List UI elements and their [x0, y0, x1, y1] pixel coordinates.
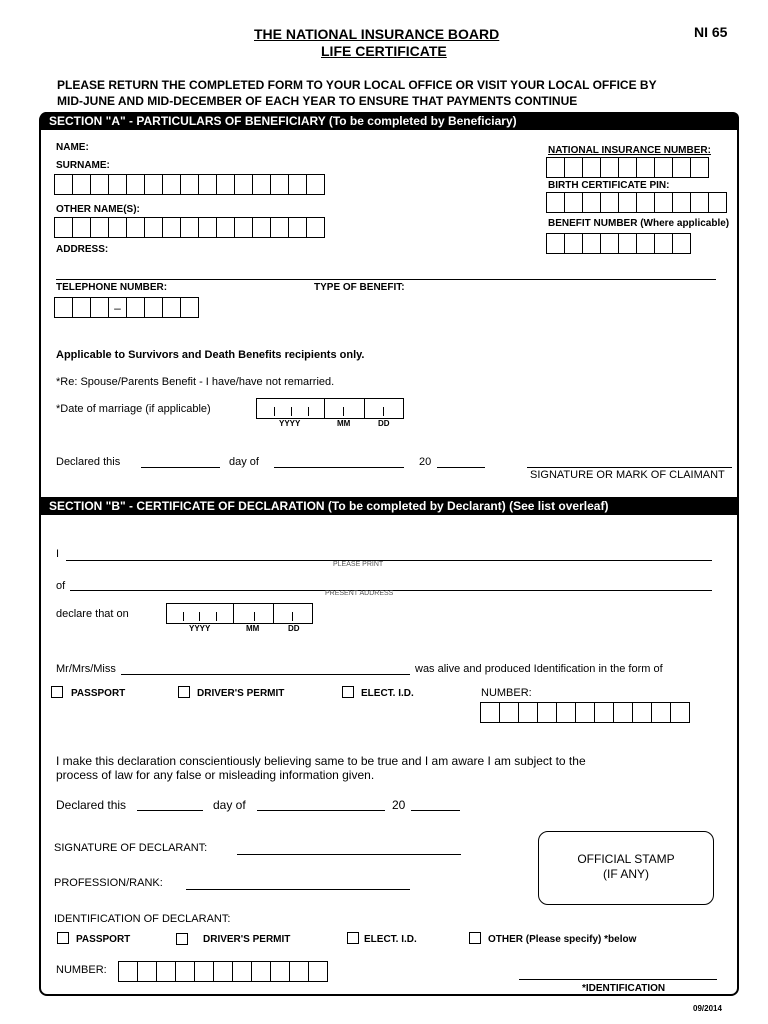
other-names-boxes[interactable] [54, 217, 325, 238]
declarant-number-label: NUMBER: [56, 964, 107, 976]
marriage-yyyy: YYYY [279, 419, 301, 428]
day-of-b: day of [213, 798, 246, 812]
claimant-name-line[interactable] [121, 674, 410, 675]
org-title: THE NATIONAL INSURANCE BOARD [254, 26, 500, 42]
day-of-a: day of [229, 456, 259, 468]
other-names-label: OTHER NAME(S): [56, 204, 140, 215]
official-stamp-box [538, 831, 714, 905]
declared-month-line-a[interactable] [274, 467, 404, 468]
declared-month-line-b[interactable] [257, 810, 385, 811]
declarant-passport-checkbox[interactable] [57, 932, 69, 944]
declared-this-a: Declared this [56, 456, 121, 468]
elect-id-label: ELECT. I.D. [361, 688, 414, 699]
declaration-line-2: process of law for any false or misleading information given. [56, 768, 375, 782]
declarant-other-label: OTHER (Please specify) *below [488, 934, 637, 945]
ni-number-label: NATIONAL INSURANCE NUMBER: [548, 145, 711, 156]
declared-day-line-a[interactable] [141, 467, 220, 468]
present-address-caption: PRESENT ADDRESS [325, 590, 394, 597]
id-number-boxes[interactable] [480, 702, 690, 723]
surname-label: SURNAME: [56, 160, 110, 171]
declared-year-line-a[interactable] [437, 467, 485, 468]
telephone-boxes[interactable]: – [54, 297, 199, 318]
declaration-line-1: I make this declaration conscientiously believing same to be true and I am aware I am subject to the [56, 754, 586, 768]
birth-cert-label: BIRTH CERTIFICATE PIN: [548, 180, 670, 191]
signature-declarant-line[interactable] [237, 854, 461, 855]
birth-cert-boxes[interactable] [546, 192, 727, 213]
other-identification-line[interactable] [519, 979, 717, 980]
id-of-declarant-label: IDENTIFICATION OF DECLARANT: [54, 913, 231, 925]
please-print-caption: PLEASE PRINT [333, 561, 384, 568]
profession-label: PROFESSION/RANK: [54, 877, 163, 889]
remarried-note: *Re: Spouse/Parents Benefit - I have/have not remarried. [56, 376, 335, 388]
declarant-elect-id-label: ELECT. I.D. [364, 934, 417, 945]
survivors-note: Applicable to Survivors and Death Benefits recipients only. [56, 349, 365, 361]
alive-text: was alive and produced Identification in the form of [415, 663, 663, 675]
passport-label: PASSPORT [71, 688, 126, 699]
instruction-line-1: PLEASE RETURN THE COMPLETED FORM TO YOUR LOCAL OFFICE OR VISIT YOUR LOCAL OFFICE BY [57, 78, 657, 92]
telephone-label: TELEPHONE NUMBER: [56, 282, 168, 293]
declarant-number-boxes[interactable] [118, 961, 328, 982]
benefit-number-label: BENEFIT NUMBER (Where applicable) [548, 218, 730, 229]
declared-this-b: Declared this [56, 798, 127, 812]
identification-caption: *IDENTIFICATION [582, 983, 666, 994]
type-of-benefit-label: TYPE OF BENEFIT: [314, 282, 405, 293]
declare-yyyy: YYYY [189, 624, 211, 633]
declarant-elect-id-checkbox[interactable] [347, 932, 359, 944]
marriage-date-label: *Date of marriage (if applicable) [56, 403, 211, 415]
drivers-permit-checkbox[interactable] [178, 686, 190, 698]
form-code: NI 65 [694, 24, 728, 40]
declare-on-label: declare that on [56, 608, 129, 620]
form-title: LIFE CERTIFICATE [321, 43, 447, 59]
address-line[interactable] [56, 279, 716, 280]
surname-boxes[interactable] [54, 174, 325, 195]
profession-line[interactable] [186, 889, 410, 890]
of-label: of [56, 580, 66, 592]
name-label: NAME: [56, 142, 89, 153]
section-a-header: SECTION "A" - PARTICULARS OF BENEFICIARY (To be completed by Beneficiary) [40, 112, 739, 130]
address-label: ADDRESS: [56, 244, 109, 255]
stamp-line-2: (IF ANY) [602, 867, 649, 881]
declarant-passport-label: PASSPORT [76, 934, 131, 945]
claimant-signature-label: SIGNATURE OR MARK OF CLAIMANT [530, 469, 725, 481]
declarant-other-checkbox[interactable] [469, 932, 481, 944]
drivers-permit-label: DRIVER'S PERMIT [197, 688, 285, 699]
declare-date-boxes[interactable] [166, 603, 313, 624]
claimant-signature-line[interactable] [527, 467, 732, 468]
declarant-drivers-permit-checkbox[interactable] [176, 933, 188, 945]
declarant-name-line[interactable] [66, 560, 712, 561]
id-number-label: NUMBER: [481, 687, 532, 699]
declared-year-line-b[interactable] [411, 810, 460, 811]
year-prefix-b: 20 [392, 798, 406, 812]
stamp-line-1: OFFICIAL STAMP [577, 852, 675, 866]
i-label: I [56, 548, 60, 560]
declarant-drivers-permit-label: DRIVER'S PERMIT [203, 934, 291, 945]
section-b-header: SECTION "B" - CERTIFICATE OF DECLARATION (To be completed by Declarant) (See list overleaf) [40, 497, 739, 515]
marriage-mm: MM [337, 419, 351, 428]
passport-checkbox[interactable] [51, 686, 63, 698]
declare-dd: DD [288, 624, 300, 633]
ni-number-boxes[interactable] [546, 157, 709, 178]
instruction-line-2: MID-JUNE AND MID-DECEMBER OF EACH YEAR TO ENSURE THAT PAYMENTS CONTINUE [57, 94, 578, 108]
mr-mrs-miss-label: Mr/Mrs/Miss [56, 663, 116, 675]
elect-id-checkbox[interactable] [342, 686, 354, 698]
marriage-dd: DD [378, 419, 390, 428]
declare-mm: MM [246, 624, 260, 633]
marriage-date-boxes[interactable] [256, 398, 404, 419]
revision-date: 09/2014 [693, 1004, 722, 1013]
signature-declarant-label: SIGNATURE OF DECLARANT: [54, 842, 208, 854]
declared-day-line-b[interactable] [137, 810, 203, 811]
benefit-number-boxes[interactable] [546, 233, 691, 254]
year-prefix-a: 20 [419, 456, 432, 468]
